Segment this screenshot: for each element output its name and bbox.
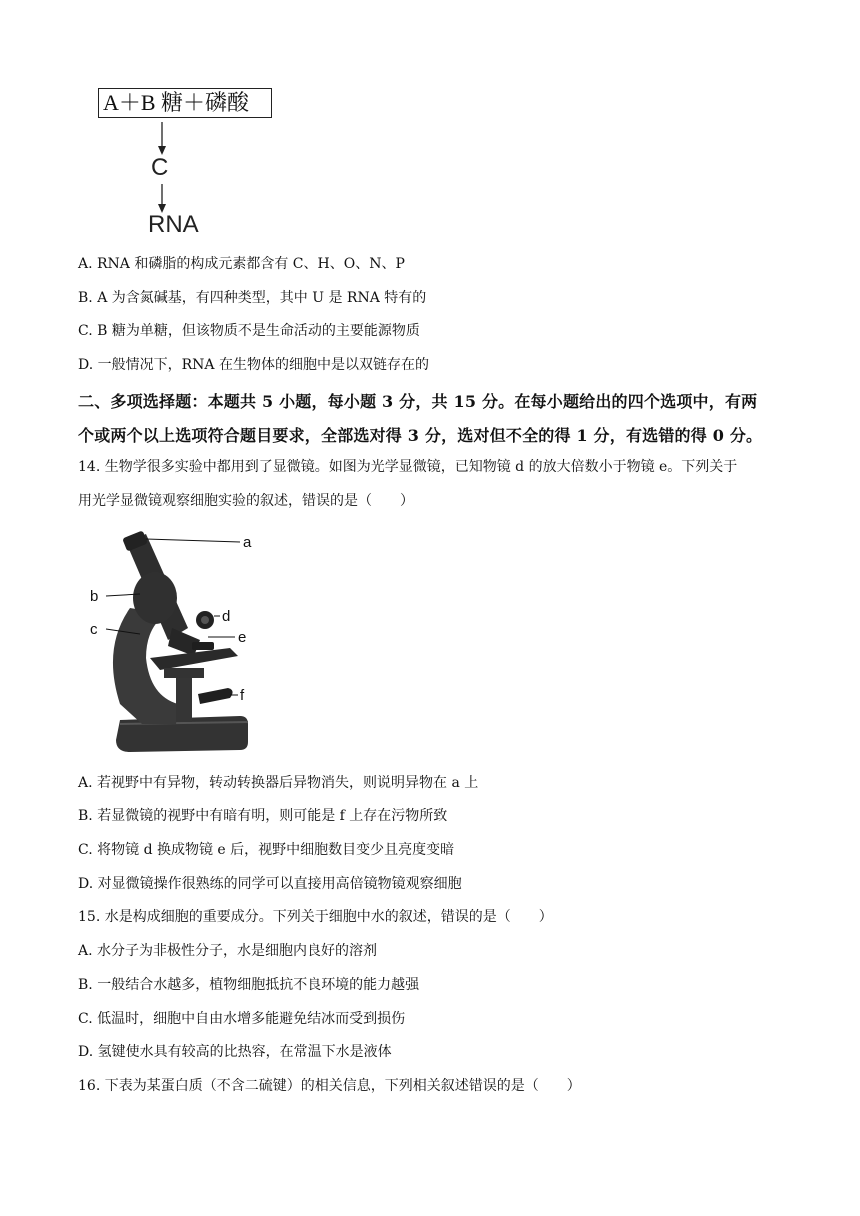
microscope-label-a: a — [243, 534, 252, 551]
q13-option-c: C. B 糖为单糖，但该物质不是生命活动的主要能源物质 — [78, 323, 420, 339]
microscope-mirror — [198, 688, 233, 704]
q15-stem: 15. 水是构成细胞的重要成分。下列关于细胞中水的叙述，错误的是（ ） — [78, 909, 553, 925]
flow-node-c: C — [151, 154, 169, 181]
q13-option-d: D. 一般情况下，RNA 在生物体的细胞中是以双链存在的 — [78, 357, 429, 373]
q15-option-c: C. 低温时，细胞中自由水增多能避免结冰而受到损伤 — [78, 1011, 406, 1027]
q14-stem-line-1: 14. 生物学很多实验中都用到了显微镜。如图为光学显微镜，已知物镜 d 的放大倍数小于物镜 e。下列关于 — [78, 459, 738, 475]
microscope-label-e: e — [238, 629, 247, 646]
flow-node-rna: RNA — [148, 211, 199, 238]
q13-option-b: B. A 为含氮碱基，有四种类型，其中 U 是 RNA 特有的 — [78, 290, 427, 306]
q15-option-d: D. 氢键使水具有较高的比热容，在常温下水是液体 — [78, 1044, 392, 1060]
flow-box-components: A＋B 糖＋磷酸 — [98, 88, 272, 118]
microscope-illustration — [80, 528, 260, 758]
section-heading-line-1: 二、多项选择题：本题共 5 小题，每小题 3 分，共 15 分。在每小题给出的四个选项中，有两 — [78, 392, 758, 411]
q15-option-b: B. 一般结合水越多，植物细胞抵抗不良环境的能力越强 — [78, 977, 420, 993]
flow-arrow-1 — [157, 122, 167, 156]
q13-option-a: A. RNA 和磷脂的构成元素都含有 C、H、O、N、P — [78, 256, 405, 272]
q15-option-a: A. 水分子为非极性分子，水是细胞内良好的溶剂 — [78, 943, 378, 959]
q14-option-b: B. 若显微镜的视野中有暗有明，则可能是 f 上存在污物所致 — [78, 808, 448, 824]
microscope-label-c: c — [90, 621, 98, 638]
q14-option-a: A. 若视野中有异物，转动转换器后异物消失，则说明异物在 a 上 — [78, 775, 479, 791]
microscope-label-f: f — [240, 687, 245, 704]
section-heading-line-2: 个或两个以上选项符合题目要求，全部选对得 3 分，选对但不全的得 1 分，有选错的得 0 分。 — [78, 426, 763, 445]
q14-option-d: D. 对显微镜操作很熟练的同学可以直接用高倍镜物镜观察细胞 — [78, 876, 462, 892]
q14-stem-line-2: 用光学显微镜观察细胞实验的叙述，错误的是（ ） — [78, 493, 414, 509]
q16-stem: 16. 下表为某蛋白质（不含二硫键）的相关信息，下列相关叙述错误的是（ ） — [78, 1078, 581, 1094]
microscope-label-d: d — [222, 608, 231, 625]
microscope-label-b: b — [90, 588, 99, 605]
q14-option-c: C. 将物镜 d 换成物镜 e 后，视野中细胞数目变少且亮度变暗 — [78, 842, 455, 858]
flow-arrow-2 — [157, 184, 167, 214]
